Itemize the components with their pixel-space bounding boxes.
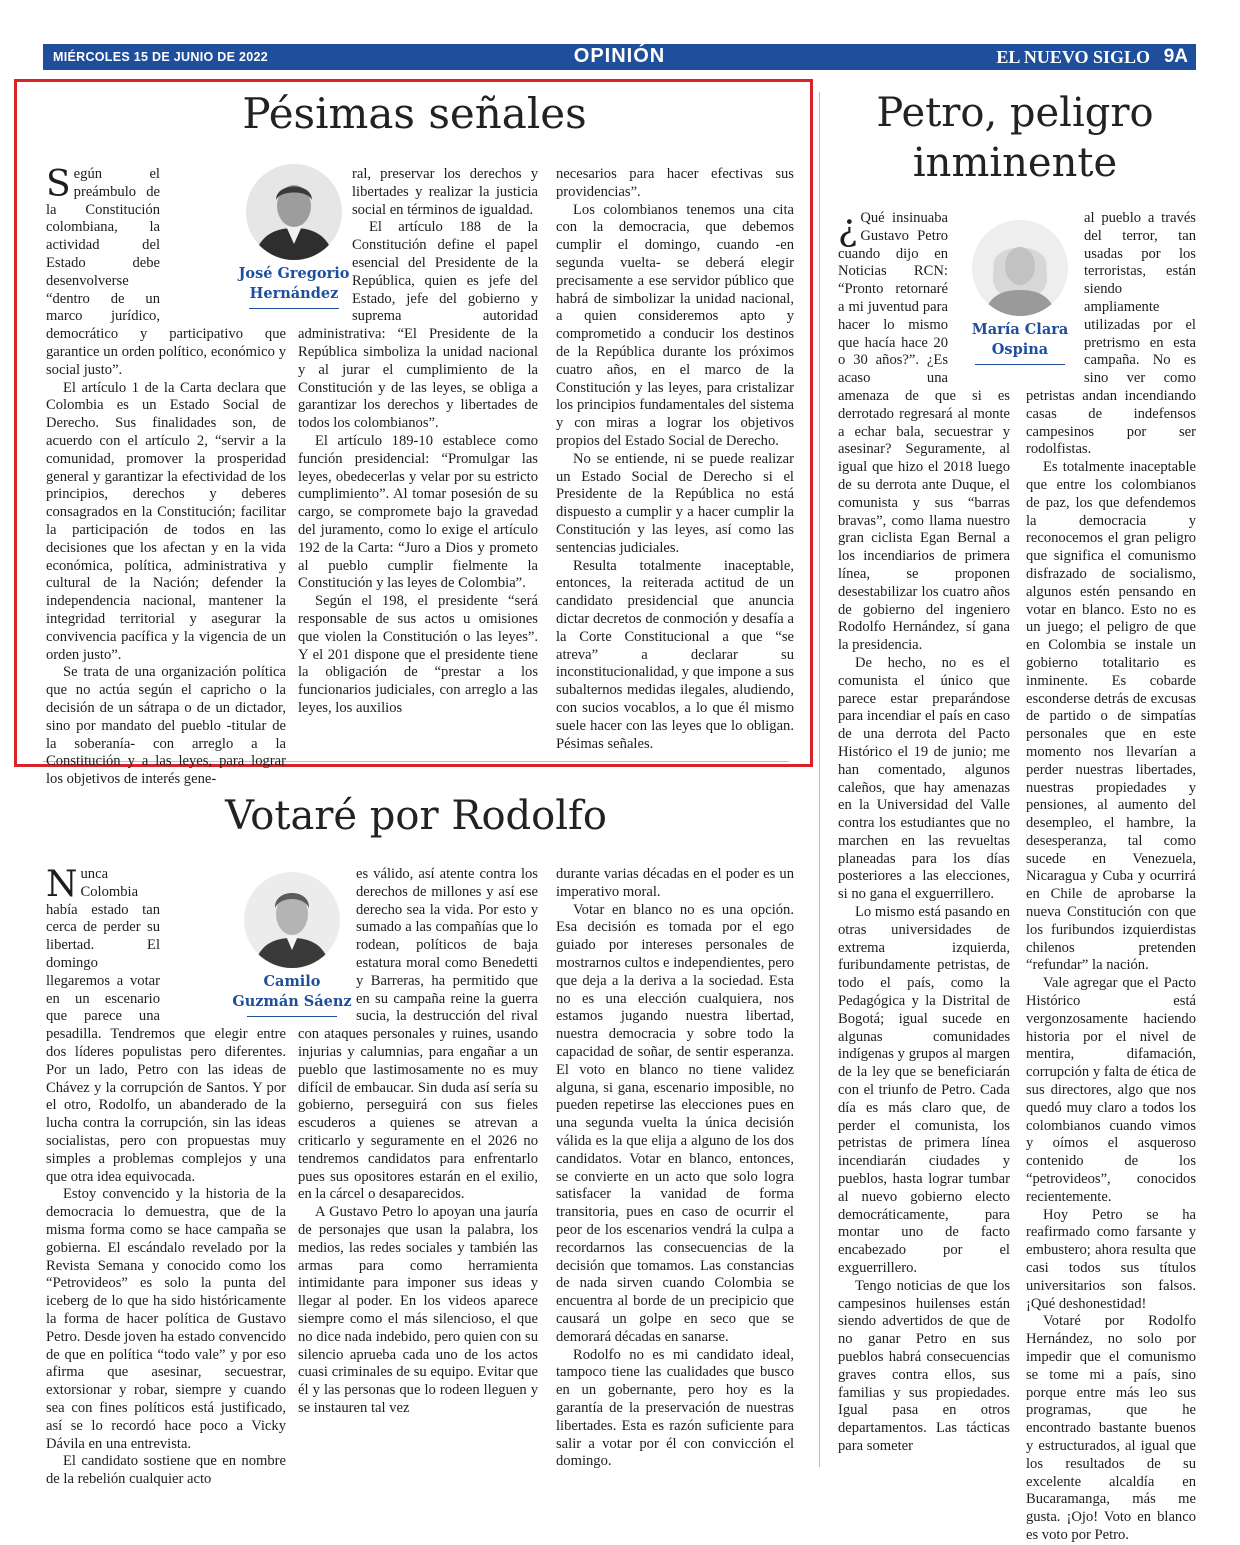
article3-paragraph: De hecho, no es el comunista el único que parece estar preparándose para incendiar el país en caso de una derrota del Pacto Histórico el 19 de junio; me han comentado, algunos caleños, que hay amenazas en la Universidad del Valle contra los estudiantes que no marchen en las revueltas planeadas para los días posteriores a las elecciones, si no gana el exguerrillero. xyxy=(838,654,1010,903)
article1-paragraph: El artículo 1 de la Carta declara que Colombia es un Estado Social de Derecho. Sus finalidades son, de acuerdo con el artículo 2, “servir a la comunidad, promover la prosperidad general y garantizar la efectividad de los principios, derechos y deberes consagrados en la Constitución; facilitar la participación de todos en las decisiones que los afectan y en la vida económica, política, administrativa y cultural de la Nación; defender la independencia nacional, mantener la integridad territorial y asegurar la convivencia pacífica y la vigencia de un orden justo”. xyxy=(46,379,286,663)
article1-paragraph: Se trata de una organización política que no actúa según el capricho o la decisión de un sátrapa o de un dictador, sino por mandato del pueblo -titular de la soberanía- con arreglo a la Constitución y a las leyes, para lograr los objetivos de interés gene- xyxy=(46,664,286,788)
article1-paragraph: Resulta totalmente inaceptable, entonces, la reiterada actitud de un candidato presidencial que anuncia dictar decretos de conmoción y desafía a la Corte Constitucional a que “se atreva” a declarar su inconstitucionalidad, y que impone a sus subalternos medidas ilegales, aludiendo, con sucios vocablos, a lo que él mismo suele hacer con las leyes que lo obligan. Pésimas señales. xyxy=(556,557,794,752)
article1-paragraph: Los colombianos tenemos una cita con la democracia, que debemos cumplir el domingo, cuando -en segunda vuelta- se deberá elegir precisamente a ese servidor público que habrá de simbolizar la unidad nacional, a quien consideremos apto y comprometido a conducir los destinos de la República durante los próximos cuatro años, en el marco de la Constitución y las leyes, para cristalizar los principios fundamentales del sistema y con miras a lograr los objetivos propios del Estado Social de Derecho. xyxy=(556,201,794,449)
drop-cap: ¿ xyxy=(838,208,858,249)
author-name: José Gregorio Hernández xyxy=(238,265,350,302)
column-divider xyxy=(819,92,820,1467)
article2-paragraph: Estoy convencido y la historia de la democracia lo demuestra, que de la misma forma como se hace campaña se gobierna. El escándalo revelado por la Revista Semana y conocido como los “Petrovideos” es solo la punta del iceberg de lo que ha sido históricamente la forma de hacer política de Gustavo Petro. Desde joven ha estado convencido de que en política “todo vale” y por eso afirma que asesinar, secuestrar, extorsionar y robar, siempre y cuando sea con fines políticos está justificado, así se lo recordó hace poco a Vicky Dávila en una entrevista. xyxy=(46,1186,286,1452)
issue-date: MIÉRCOLES 15 DE JUNIO DE 2022 xyxy=(53,50,269,64)
article3-col2 xyxy=(1026,210,1196,1543)
article1-paragraph: Según el preámbulo de la Constitución colombiana, la actividad del Estado debe desenvolverse “dentro de un marco jurídico, democrático y participativo que garantice un orden político, económico y social justo”. xyxy=(46,164,286,378)
author-name: Camilo Guzmán Sáenz xyxy=(232,973,352,1010)
page-number: 9A xyxy=(1163,46,1188,67)
article3-paragraph: al pueblo a través del terror, tan usadas por los terroristas, están siendo ampliamente utilizadas por el pretrismo en esta campaña. No es sino ver como petristas andan incendiando casas de indefensos campesinos por ser rodolfistas. xyxy=(1026,210,1196,458)
article3-paragraph: Lo mismo está pasando en otras universidades de extrema izquierda, furibundamente petristas, de todo el país, como la Pedagógica y la Distrital de Bogotá; igual sucede en algunas comunidades indígenas y grupos al margen de la ley que se beneficiarán con el triunfo de Petro. Cada día es más claro que, de perder el comunista, los petristas de primera línea incendiarán ciudades y pueblos, hasta lograr tumbar al nuevo gobierno electo democráticamente, para montar uno de facto encabezado por el exguerrillero. xyxy=(838,904,1010,1277)
article2-paragraph: Votar en blanco no es una opción. Esa decisión es tomada por el ego guiado por intereses personales de mostrarnos cultos e independientes, pero que deja a la deriva a la sociedad. Esta no es una elección cualquiera, nos estamos jugando nuestra libertad, nuestra democracia y sobre todo la capacidad de soñar, de sentir esperanza. El voto en blanco no tiene validez alguna, si gana, escenario imposible, no pueden repetirse las elecciones pues en una segunda vuelta la única decisión válida es la que elija a alguno de los dos candidatos. Votar en blanco, entonces, se convierte en un acto que solo logra satisfacer la vanidad de forma transitoria, pues en caso de ocurrir el peor de los escenarios vendrá la culpa a recordarnos las consecuencias de la decisión que tomamos. Las constancias de nada sirven cuando Colombia se encuentra al borde de un precipicio que causará un golpe en seco que se demorará décadas en sanarse. xyxy=(556,901,794,1345)
article1-paragraph: El artículo 189-10 establece como función presidencial: “Promulgar las leyes, obedecerlas y velar por su estricto cumplimiento”. Al tomar posesión de su cargo, se compromete bajo la gravedad del juramento, como lo exige el artículo 192 de la Carta: “Juro a Dios y prometo al pueblo cumplir fielmente la Constitución y las leyes de Colombia”. xyxy=(298,432,538,592)
article1-paragraph: No se entiende, ni se puede realizar un Estado Social de Derecho si el Presidente de la República no está dispuesto a cumplir y a hacer cumplir la Constitución y las leyes, así como las sentencias judiciales. xyxy=(556,450,794,556)
article-title-pesimas: Pésimas señales xyxy=(242,89,587,138)
author-photo xyxy=(972,220,1068,316)
article2-paragraph: El candidato sostiene que en nombre de la rebelión cualquier acto xyxy=(46,1453,286,1488)
article3-col1 xyxy=(838,210,1010,1468)
title-line: Petro, peligro xyxy=(876,90,1154,136)
article2-paragraph: durante varias décadas en el poder es un imperativo moral. xyxy=(556,866,794,900)
newspaper-name: EL NUEVO SIGLO xyxy=(996,47,1150,67)
article1-col3 xyxy=(556,166,794,751)
author-block-2 xyxy=(230,872,354,1017)
article2-paragraph: es válido, así atente contra los derechos de millones y así ese derecho sea la vida. Por esto y sumado a las compañías que lo rodean, políticos de baja estatura moral como Benedetti y Barreras, ha permitido que en su campaña reine la guerra sucia, la destrucción del rival con ataques personales y ruines, usando injurias y calumnias, para engañar a un pueblo que lastimosamente no es muy difícil de embaucar. Sin duda así sería su gobierno, perseguirá con sus fieles escuderos a quienes se atrevan a criticarlo y seguramente en el 2026 no tendremos candidatos para enfrentarlo pues sus opositores estarán en el exilio, en la cárcel o desaparecidos. xyxy=(298,866,538,1203)
section-name: OPINIÓN xyxy=(573,45,666,67)
article3-paragraph: Tengo noticias de que los campesinos huilenses están siendo advertidos de que de no ganar Petro en sus pueblos habrá consecuencias graves contra ellos, sus familias y sus propiedades. Igual pasa en otros departamentos. Las tácticas para someter xyxy=(838,1277,1010,1454)
article1-paragraph: ral, preservar los derechos y libertades y realizar la justicia social en términos de igualdad. xyxy=(352,166,538,218)
author-block-1 xyxy=(232,164,356,309)
article3-paragraph: Hoy Petro se ha reafirmado como farsante y embustero; ahora resulta que casi todos sus títulos universitarios son falsos. ¡Qué deshonestidad! xyxy=(1026,1206,1196,1312)
article3-paragraph: ¿ Qué insinuaba Gustavo Petro cuando dijo en Noticias RCN: “Pronto retornaré a mi juventud para hacer lo mismo que hacía hace 20 o 30 años?”. ¿Es acaso una amenaza de que si es derrotado regresará al monte a echar bala, secuestrar y asesinar? Seguramente, al igual que hizo el 2018 luego de su derrota ante Duque, el comunista y sus “barras bravas”, como llama nuestro gran ciclista Egan Bernal a los incendiarios de primera línea, se proponen desestabilizar los cuatro años de gobierno del ingeniero Rodolfo Hernández, sí gana la presidencia. xyxy=(838,208,1010,654)
author-photo xyxy=(244,872,340,968)
article3-paragraph: Vale agregar que el Pacto Histórico está vergonzosamente haciendo historia por el nivel de mentira, difamación, corrupción y falta de ética de sus directores, algo que nos quedó muy claro a todos los colombianos cuando vimos y oímos el asqueroso contenido de los “petrovideos”, conocidos recientemente. xyxy=(1026,975,1196,1205)
article-title-votare: Votaré por Rodolfo xyxy=(225,793,607,839)
article2-paragraph: A Gustavo Petro lo apoyan una jauría de personajes que usan la palabra, los medios, las redes sociales y también las armas para como herramienta intimidante para imponer sus ideas y llegar al poder. En los videos aparece siempre como el más silencioso, el que no dice nada indebido, pero quien con su silencio aprueba cada uno de los actos cuasi criminales de su equipo. Evitar que él y las personas que lo rodeen lleguen y se instauren tal vez xyxy=(298,1204,538,1416)
page-header xyxy=(43,44,1196,70)
article1-paragraph: necesarios para hacer efectivas sus providencias”. xyxy=(556,166,794,200)
drop-cap: N xyxy=(46,864,78,905)
article2-col3 xyxy=(556,866,794,1470)
title-line: inminente xyxy=(912,140,1118,186)
article-title-petro xyxy=(830,88,1200,188)
author-name: María Clara Ospina xyxy=(971,321,1069,358)
article2-paragraph: Nunca Colombia había estado tan cerca de perder su libertad. El domingo llegaremos a votar en un escenario que parece una pesadilla. Tendremos que elegir entre dos líderes populistas pero diferentes. Por un lado, Petro con las ideas de Chávez y la corrupción de Santos. Y por el otro, Rodolfo, un abanderado de la lucha contra la corrupción, sin las ideas socialistas, pero con propuestas muy simples a problemas complejos y una que otra idea equivocada. xyxy=(46,864,286,1185)
author-block-3 xyxy=(960,220,1080,365)
author-photo xyxy=(246,164,342,260)
article2-paragraph: Rodolfo no es mi candidato ideal, tampoco tiene las cualidades que busco en un gobernante, pero hoy es la garantía de la preservación de nuestras libertades. Esta es razón suficiente para salir a votar por él con convicción el domingo. xyxy=(556,1346,794,1470)
article3-paragraph: Votaré por Rodolfo Hernández, no solo por impedir que el comunismo se tome mi a país, sino porque entre más leo sus programas, que he encontrado bastante buenos y estructurados, al igual que los resultados de su excelente alcaldía en Bucaramanga, más me gusta. ¡Ojo! Voto en blanco es voto por Petro. xyxy=(1026,1313,1196,1543)
article1-paragraph: Según el 198, el presidente “será responsable de sus actos u omisiones que violen la Constitución o las leyes”. Y el 201 dispone que el presidente tiene la obligación de “prestar a los funcionarios judiciales, con arreglo a las leyes, los auxilios xyxy=(298,593,538,716)
drop-cap: S xyxy=(46,164,71,205)
article1-paragraph: El artículo 188 de la Constitución define el papel esencial del Presidente de la República, quien es jefe del Estado, jefe del gobierno y suprema autoridad administrativa: “El Presidente de la República simboliza la unidad nacional y al jurar el cumplimiento de la Constitución y de las leyes, se obliga a garantizar los derechos y libertades de todos los colombianos”. xyxy=(298,219,538,432)
article3-paragraph: Es totalmente inaceptable que entre los colombianos de paz, los que defendemos la democracia y reconocemos el gran peligro que significa el comunismo disfrazado de socialismo, algunos estén pensando en votar en blanco. Esto no es un juego; el peligro de que en Colombia se instale un gobierno totalitario es inminente. Es cobarde esconderse detrás de excusas de partido o de simpatías personales que en este momento nos llevarían a perder nuestras libertades, nuestras propiedades y pensiones, al aumento del desempleo, el hambre, la desesperanza, tal como sucede en Venezuela, Nicaragua y Cuba y ocurrirá en Chile de aprobarse la nueva Constitución con que los furibundos izquierdistas chilenos pretenden “refundar” la nación. xyxy=(1026,459,1196,974)
